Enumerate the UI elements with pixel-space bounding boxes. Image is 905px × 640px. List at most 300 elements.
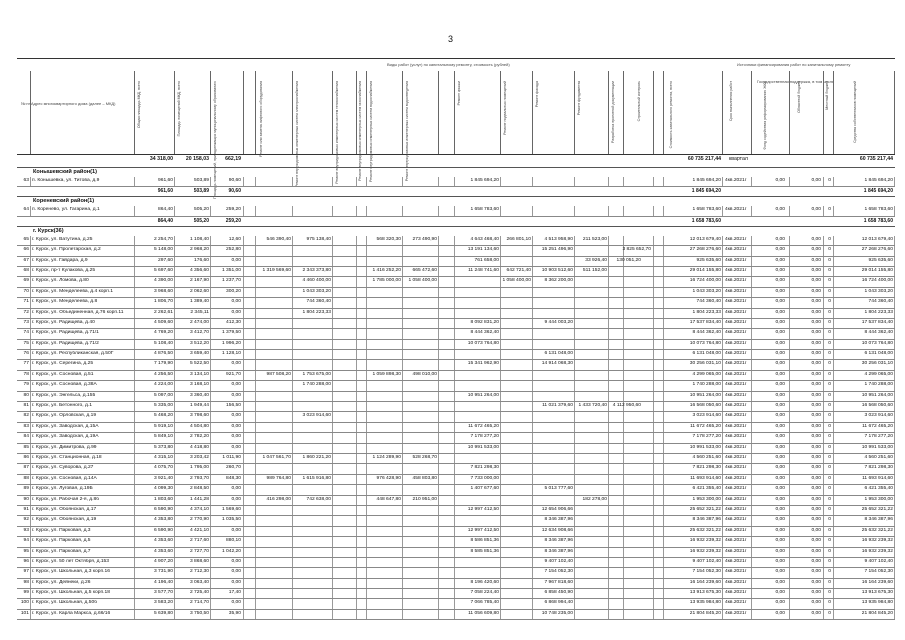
cell-own: 7 821 298,30 [864, 465, 893, 471]
table-row [17, 485, 895, 495]
cell-total: 7 154 052,30 [692, 569, 721, 575]
cell-fac: 14 914 068,30 [541, 361, 573, 367]
cell-n: 99 [23, 590, 29, 596]
cell-bas: 642 721,40 [506, 267, 531, 273]
cell-term: 4кв.2021г [725, 610, 747, 616]
page-number: 3 [448, 34, 454, 44]
cell-lb: 0 [828, 361, 831, 367]
cell-lb: 0 [828, 610, 831, 616]
cell-a: 6 590,90 [153, 506, 173, 512]
cell-term: 4кв.2021г [725, 558, 747, 564]
cell-n: 84 [23, 434, 29, 440]
cell-own: 6 421 355,40 [864, 486, 893, 492]
cell-el: 1 804 223,33 [302, 309, 331, 315]
cell-ob: 0,00 [811, 434, 821, 440]
cell-f: 0,00 [775, 299, 785, 305]
subtotal-own: 1 845 694,20 [863, 188, 893, 195]
cell-total: 11 672 465,20 [690, 423, 721, 429]
table-row [17, 319, 895, 329]
cell-ob: 0,00 [811, 267, 821, 273]
cell-term: 4кв.2021г [725, 506, 747, 512]
cell-roof: 8 196 420,60 [470, 579, 499, 585]
cell-roof: 10 951 264,00 [467, 392, 499, 398]
cell-lb: 0 [828, 434, 831, 440]
cell-fac: 8 346 387,96 [544, 548, 573, 554]
cell-ob: 0,00 [811, 475, 821, 481]
cell-a: 3 731,90 [153, 569, 173, 575]
subtotal-area: 961,60 [157, 188, 173, 195]
table-row [17, 506, 895, 516]
cell-drain: 1 058 400,00 [408, 278, 437, 284]
cell-total: 10 951 264,00 [689, 392, 721, 398]
header-column-label: Срок выполнения работ [729, 81, 733, 122]
cell-n: 100 [20, 600, 29, 606]
cell-f: 0,00 [775, 288, 785, 294]
cell-addr: г. Курск, ул. Рабочая 2-я, д.8б [32, 496, 100, 502]
cell-a: 4 099,30 [153, 486, 173, 492]
cell-a: 4 196,40 [153, 579, 173, 585]
cell-own: 1 804 223,33 [864, 309, 893, 315]
cell-b: 2 712,30 [189, 569, 209, 575]
cell-addr: г. Курск, ул. Заводская, д.15А [32, 423, 99, 429]
cell-lb: 0 [828, 517, 831, 523]
subtotal-cost: 1 658 783,60 [691, 217, 721, 224]
table-row [17, 412, 895, 422]
cell-drain: 458 803,80 [412, 475, 437, 481]
cell-m: 0,00 [231, 569, 241, 575]
cell-ob: 0,00 [811, 299, 821, 305]
subtotal-area-mun: 259,20 [225, 217, 241, 224]
header-column-label: Ремонт подвальных помещений [503, 81, 507, 135]
cell-term: 4кв.2021г [725, 486, 747, 492]
cell-own: 4 560 251,60 [864, 454, 893, 460]
cell-n: 73 [23, 319, 29, 325]
cell-addr: г. Курск, ул. Орловская, д.19 [32, 413, 97, 419]
cell-n: 77 [23, 361, 29, 367]
cell-a: 4 353,80 [153, 517, 173, 523]
total-cost: 60 735 217,44 [687, 156, 721, 162]
cell-el: 1 753 675,00 [302, 371, 331, 377]
table-row [17, 433, 895, 443]
cell-term: 4кв.2021г [725, 465, 747, 471]
cell-el: 1 740 288,00 [302, 382, 331, 388]
cell-a: 864,40 [158, 207, 173, 213]
cell-a: 2 262,61 [153, 309, 173, 315]
cell-ob: 0,00 [811, 454, 821, 460]
cell-b: 1 108,40 [189, 236, 209, 242]
cell-n: 94 [23, 538, 29, 544]
cell-n: 80 [23, 392, 29, 398]
cell-f: 0,00 [775, 548, 785, 554]
cell-m: 35,90 [228, 610, 241, 616]
cell-roof: 1 658 783,60 [470, 207, 499, 213]
cell-n: 91 [23, 506, 29, 512]
cell-roof: 7 178 277,20 [470, 434, 499, 440]
cell-bas: 1 058 400,00 [502, 278, 531, 284]
cell-f: 0,00 [775, 486, 785, 492]
cell-term: 4кв.2021г [725, 413, 747, 419]
table-row [17, 423, 895, 433]
table-row [17, 444, 895, 454]
cell-total: 13 913 675,30 [689, 590, 721, 596]
cell-ob: 0,00 [811, 178, 821, 183]
table-row [17, 402, 895, 412]
cell-roof: 4 643 468,40 [470, 236, 499, 242]
cell-m: 0,00 [231, 392, 241, 398]
cell-f: 0,00 [775, 403, 785, 409]
cell-term: 4кв.2021г [725, 319, 747, 325]
cell-lift: 1 319 569,60 [262, 267, 291, 273]
cell-total: 21 804 845,20 [689, 610, 721, 616]
cell-addr: г. Курск, ул. Луговая, д.19Б [32, 486, 93, 492]
cell-f: 0,00 [775, 600, 785, 606]
cell-m: 880,10 [226, 538, 241, 544]
cell-fund: 211 523,00 [582, 236, 607, 242]
cell-f: 0,00 [775, 236, 785, 242]
cell-m: 0,00 [231, 496, 241, 502]
cell-a: 4 353,60 [153, 538, 173, 544]
cell-b: 1 795,00 [189, 465, 209, 471]
cell-addr: г. Курск, ул. 50 лет Октября, д.153 [32, 558, 109, 564]
header-column-label: Ремонт внутридомовых инженерных систем водоснабжения [369, 81, 373, 182]
cell-a: 5 108,40 [153, 340, 173, 346]
cell-f: 0,00 [775, 465, 785, 471]
cell-f: 0,00 [775, 340, 785, 346]
cell-ob: 0,00 [811, 403, 821, 409]
cell-fac: 12 634 908,66 [541, 527, 573, 533]
cell-m: 1 351,00 [221, 267, 241, 273]
header-column-label: Местный бюджет [825, 81, 829, 110]
cell-lb: 0 [828, 548, 831, 554]
cell-f: 0,00 [775, 413, 785, 419]
cell-b: 1 441,28 [189, 496, 209, 502]
cell-lb: 0 [828, 403, 831, 409]
table-row [17, 277, 895, 287]
cell-addr: г. Курск, ул. Бетонного, д.1 [32, 403, 92, 409]
cell-term: 4кв.2021г [725, 257, 747, 263]
cell-el: 744 360,40 [306, 299, 331, 305]
cell-a: 2 254,70 [153, 236, 173, 242]
cell-lb: 0 [828, 506, 831, 512]
cell-lb: 0 [828, 527, 831, 533]
table-row [17, 464, 895, 474]
cell-f: 0,00 [775, 454, 785, 460]
cell-total: 744 360,40 [696, 299, 721, 305]
cell-fund: 1 433 720,40 [578, 403, 607, 409]
cell-a: 5 097,00 [153, 392, 173, 398]
cell-f: 0,00 [775, 579, 785, 585]
cell-term: 4кв.2021г [725, 288, 747, 294]
cell-ob: 0,00 [811, 569, 821, 575]
cell-n: 98 [23, 579, 29, 585]
table-row [17, 329, 895, 339]
cell-total: 13 935 984,80 [689, 600, 721, 606]
cell-roof: 8 585 851,36 [470, 548, 499, 554]
cell-addr: г. Курск, ул. Менделеева, д.8 [32, 299, 98, 305]
cell-own: 25 652 321,22 [861, 506, 893, 512]
group-name: г. Курск(36) [33, 227, 64, 234]
cell-m: 921,70 [226, 371, 241, 377]
subtotal-area-mun: 90,60 [228, 188, 241, 195]
cell-total: 16 568 050,60 [689, 403, 721, 409]
cell-fac: 6 858 450,90 [544, 590, 573, 596]
cell-roof: 7 058 224,40 [470, 590, 499, 596]
cell-a: 5 148,00 [153, 247, 173, 253]
cell-fac: 6 868 994,40 [544, 600, 573, 606]
header-column-label: Ремонт фасада [535, 81, 539, 108]
cell-roof: 7 066 785,40 [470, 600, 499, 606]
cell-m: 156,50 [226, 403, 241, 409]
header-column-label: Средства собственников помещений [853, 81, 857, 143]
cell-term: 4кв.2021г [725, 434, 747, 440]
cell-b: 2 770,90 [189, 517, 209, 523]
cell-own: 21 804 845,20 [861, 610, 893, 616]
cell-total: 7 821 298,30 [692, 465, 721, 471]
table-row [17, 206, 895, 216]
cell-m: 0,00 [231, 444, 241, 450]
cell-n: 95 [23, 548, 29, 554]
cell-total: 16 932 239,32 [689, 548, 721, 554]
cell-roof: 12 997 412,50 [467, 506, 499, 512]
cell-a: 4 315,10 [153, 454, 173, 460]
cell-drain: 665 472,60 [412, 267, 437, 273]
cell-own: 16 568 050,60 [861, 403, 893, 409]
cell-fac: 7 154 052,30 [544, 569, 573, 575]
cell-n: 90 [23, 496, 29, 502]
cell-term: 4кв.2021г [725, 330, 747, 336]
cell-lb: 0 [828, 267, 831, 273]
cell-own: 16 164 239,60 [861, 579, 893, 585]
cell-b: 3 798,60 [189, 413, 209, 419]
cell-term: 4кв.2021г [725, 569, 747, 575]
cell-own: 16 932 239,32 [861, 538, 893, 544]
total-own: 60 735 217,44 [859, 156, 893, 162]
cell-fund: 33 926,40 [585, 257, 607, 263]
cell-fac: 6 131 048,00 [544, 351, 573, 357]
cell-lb: 0 [828, 413, 831, 419]
cell-f: 0,00 [775, 444, 785, 450]
cell-a: 5 373,80 [153, 444, 173, 450]
cell-lb: 0 [828, 444, 831, 450]
cell-own: 9 407 102,40 [864, 558, 893, 564]
cell-f: 0,00 [775, 569, 785, 575]
total-area: 34 318,00 [149, 156, 173, 162]
cell-b: 1 389,40 [189, 299, 209, 305]
cell-water: 1 124 289,90 [372, 454, 401, 460]
cell-b: 4 374,10 [189, 506, 209, 512]
cell-roof: 11 248 741,60 [468, 267, 499, 273]
cell-roof: 11 056 609,80 [468, 610, 499, 616]
cell-addr: г. Курск, ул. Пролетарская, д.2 [32, 247, 101, 253]
cell-b: 3 868,60 [189, 558, 209, 564]
cell-m: 300,20 [226, 288, 241, 294]
header-column-label: Ремонт внутридомовых инженерных систем водоотведения [405, 81, 409, 182]
cell-total: 3 023 914,60 [692, 413, 721, 419]
cell-total: 16 164 239,60 [689, 579, 721, 585]
cell-addr: г. Курск, ул. Школьная, д.50б [32, 600, 98, 606]
cell-drain: 210 951,00 [412, 496, 437, 502]
cell-b: 3 203,42 [189, 454, 209, 460]
cell-own: 6 131 048,00 [864, 351, 893, 357]
cell-own: 11 693 914,60 [862, 475, 893, 481]
cell-b: 4 504,80 [189, 423, 209, 429]
cell-term: 4кв.2021г [725, 527, 747, 533]
cell-term: 4кв.2021г [725, 340, 747, 346]
table-row [17, 548, 895, 558]
cell-ob: 0,00 [811, 548, 821, 554]
cell-b: 2 167,90 [189, 278, 209, 284]
cell-a: 3 577,70 [153, 590, 173, 596]
cell-ob: 0,00 [811, 538, 821, 544]
cell-lb: 0 [828, 423, 831, 429]
cell-addr: г. Курск, ул. Обоянская, д.17 [32, 506, 97, 512]
cell-roof: 7 821 298,30 [470, 465, 499, 471]
cell-total: 1 953 300,00 [692, 496, 721, 502]
cell-term: 4кв.2021г [725, 278, 747, 284]
table-row [17, 298, 895, 308]
cell-roof: 15 341 962,90 [467, 361, 499, 367]
cell-m: 90,60 [228, 178, 241, 183]
cell-total: 925 635,60 [696, 257, 721, 263]
cell-n: 101 [20, 610, 29, 616]
cell-water: 568 320,30 [376, 236, 401, 242]
cell-addr: г. Курск, ул. Парковая, д.7 [32, 548, 91, 554]
cell-m: 0,00 [231, 434, 241, 440]
cell-term: 4кв.2021г [725, 382, 747, 388]
cell-total: 1 043 303,20 [692, 288, 721, 294]
cell-own: 25 632 321,22 [861, 527, 893, 533]
cell-a: 4 876,50 [153, 351, 173, 357]
cell-own: 4 299 065,00 [864, 371, 893, 377]
cell-n: 86 [23, 454, 29, 460]
cell-f: 0,00 [775, 278, 785, 284]
cell-n: 82 [23, 413, 29, 419]
cell-n: 67 [23, 257, 29, 263]
table-row [17, 392, 895, 402]
cell-fac: 7 967 818,60 [544, 579, 573, 585]
cell-b: 3 134,10 [189, 371, 209, 377]
cell-total: 6 421 355,40 [692, 486, 721, 492]
cell-own: 27 268 276,60 [861, 247, 893, 253]
cell-f: 0,00 [775, 207, 785, 213]
cell-water: 1 785 000,00 [372, 278, 401, 284]
cell-a: 3 583,20 [153, 600, 173, 606]
cell-lb: 0 [828, 579, 831, 585]
cell-total: 8 346 387,96 [692, 517, 721, 523]
subtotal-cost: 1 845 694,20 [691, 188, 721, 195]
cell-total: 29 014 155,80 [689, 267, 721, 273]
cell-addr: г. Курск, ул. Обоянская, д.19 [32, 517, 97, 523]
cell-term: 4кв.2021г [725, 579, 747, 585]
cell-ob: 0,00 [811, 351, 821, 357]
cell-n: 97 [23, 569, 29, 575]
cell-fac: 8 346 387,96 [544, 517, 573, 523]
table-row [17, 236, 895, 246]
cell-addr: г. Курск, ул. Гайдара, д.9 [32, 257, 88, 263]
cell-a: 4 390,00 [153, 278, 173, 284]
header-column-label: Ремонт внутридомовых инженерных систем теплоснабжения [335, 81, 339, 184]
total-period: квартал [729, 156, 748, 162]
cell-term: 4кв.2021г [725, 236, 747, 242]
cell-fac: 9 444 003,20 [544, 319, 573, 325]
cell-m: 0,00 [231, 257, 241, 263]
cell-ob: 0,00 [811, 590, 821, 596]
subtotal-area-rooms: 505,20 [193, 217, 209, 224]
subtotal-row [17, 217, 895, 227]
cell-a: 5 335,00 [153, 403, 173, 409]
cell-a: 5 468,20 [153, 413, 173, 419]
table-row [17, 340, 895, 350]
cell-a: 4 353,60 [153, 548, 173, 554]
group-name: Кореневский район(1) [33, 198, 95, 205]
cell-f: 0,00 [775, 538, 785, 544]
cell-total: 1 740 288,00 [692, 382, 721, 388]
cell-m: 0,00 [231, 413, 241, 419]
cell-water: 448 647,80 [376, 496, 401, 502]
cell-n: 66 [23, 247, 29, 253]
cell-f: 0,00 [775, 371, 785, 377]
cell-f: 0,00 [775, 527, 785, 533]
header-column-label: Площадь помещений МКД, всего [177, 81, 181, 137]
cell-f: 0,00 [775, 351, 785, 357]
cell-own: 17 537 834,40 [861, 319, 893, 325]
cell-lift: 1 047 561,70 [262, 454, 291, 460]
cell-proj: 130 051,20 [616, 257, 641, 263]
cell-roof: 10 073 764,80 [467, 340, 499, 346]
header-num: № пп [21, 101, 31, 106]
cell-fac: 10 748 235,00 [541, 610, 573, 616]
cell-el: 3 023 914,60 [302, 413, 331, 419]
cell-fund: 511 152,00 [582, 267, 607, 273]
cell-el: 975 138,40 [306, 236, 331, 242]
cell-term: 4кв.2021г [725, 299, 747, 305]
cell-lb: 0 [828, 309, 831, 315]
cell-lb: 0 [828, 299, 831, 305]
table-row [17, 475, 895, 485]
cell-lb: 0 [828, 590, 831, 596]
table-row [17, 558, 895, 568]
cell-total: 1 658 783,60 [692, 207, 721, 213]
cell-n: 83 [23, 423, 29, 429]
cell-m: 0,00 [231, 579, 241, 585]
cell-m: 1 035,50 [221, 517, 241, 523]
cell-f: 0,00 [775, 590, 785, 596]
cell-n: 81 [23, 403, 29, 409]
cell-lb: 0 [828, 351, 831, 357]
header-column-label: Областной бюджет [797, 81, 801, 113]
cell-lb: 0 [828, 392, 831, 398]
cell-m: 1 237,70 [221, 278, 241, 284]
cell-f: 0,00 [775, 319, 785, 325]
cell-ob: 0,00 [811, 413, 821, 419]
cell-el: 4 460 400,00 [302, 278, 331, 284]
cell-term: 4кв.2021г [725, 496, 747, 502]
cell-term: 4кв.2021г [725, 590, 747, 596]
cell-f: 0,00 [775, 610, 785, 616]
cell-b: 4 356,60 [189, 267, 209, 273]
header-column-label: Разработка проектной документации [611, 81, 615, 143]
cell-roof: 8 586 851,36 [470, 538, 499, 544]
table-row [17, 288, 895, 298]
cell-total: 1 804 223,33 [692, 309, 721, 315]
cell-water: 1 059 898,30 [372, 371, 401, 377]
cell-lb: 0 [828, 207, 831, 213]
cell-ctrl: 3 825 652,70 [622, 247, 651, 253]
cell-el: 1 860 221,20 [302, 454, 331, 460]
cell-term: 4кв.2021г [725, 178, 747, 183]
cell-addr: г. Курск, ул. Димитрова, д.99 [32, 444, 97, 450]
cell-b: 2 968,20 [189, 247, 209, 253]
